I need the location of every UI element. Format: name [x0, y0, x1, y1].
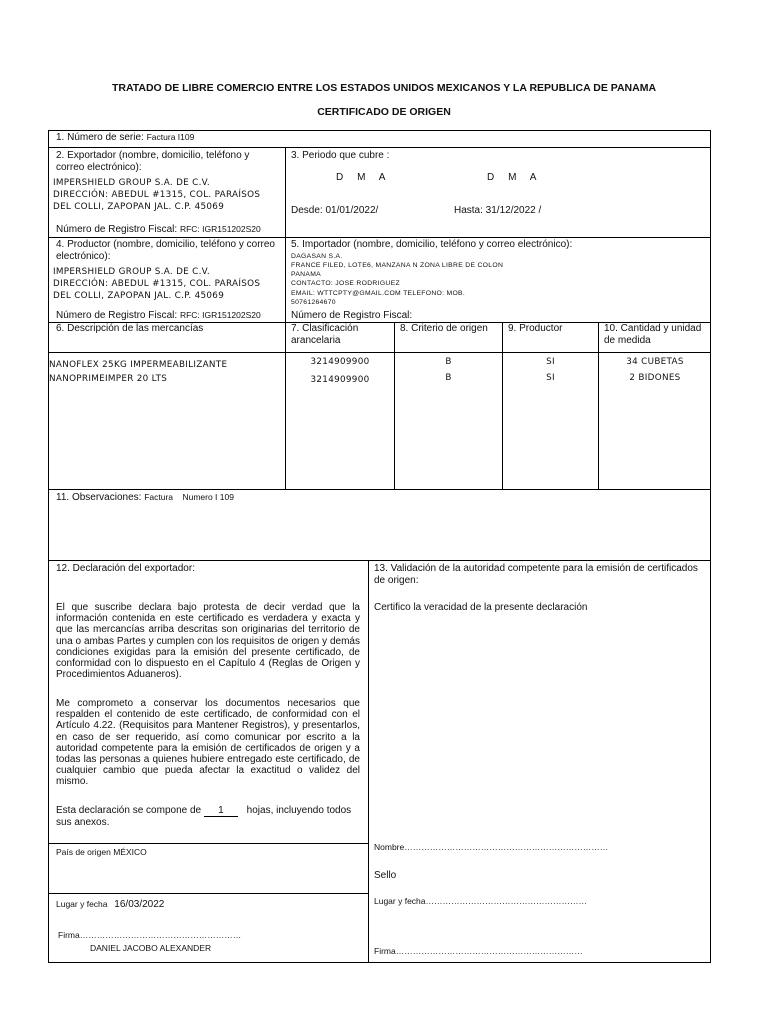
productor-rfc [56, 309, 261, 322]
periodo-dma-hasta: D M A [487, 172, 537, 183]
exportador-label: 2. Exportador (nombre, domicilio, teléfono y [56, 150, 250, 161]
exportador-rfc-value: RFC: IGR151202S20 [179, 224, 261, 234]
lugar-value: 16/03/2022 [114, 899, 165, 910]
importador-name: DAGASAN S.A. [291, 253, 343, 260]
col-cantidad-cont: de medida [604, 335, 651, 346]
divider [48, 237, 711, 238]
item-cantidad: 34 CUBETAS [626, 357, 684, 367]
validacion-certifico: Certifico la veracidad de la presente declaración [374, 602, 588, 613]
item-productor: SI [546, 357, 555, 367]
hojas-line2: sus anexos. [56, 817, 110, 828]
divider [48, 489, 711, 490]
item-productor: SI [546, 373, 555, 383]
productor-name: IMPERSHIELD GROUP S.A. DE C.V. [53, 267, 210, 277]
importador-label: 5. Importador (nombre, domicilio, teléfono y correo electrónico): [291, 239, 573, 250]
pais-value: MÉXICO [113, 847, 147, 857]
validacion-label: 13. Validación de la autoridad competente para la emisión de certificados [374, 563, 698, 574]
importador-email: EMAIL: WTTCPTY@GMAIL.COM TELEFONO: MOB. [291, 290, 466, 297]
exportador-label-cont: correo electrónico): [56, 162, 142, 173]
importador-country: PANAMA [291, 271, 321, 278]
document-title: TRATADO DE LIBRE COMERCIO ENTRE LOS ESTADOS UNIDOS MEXICANOS Y LA REPUBLICA DE PANAMA [111, 82, 657, 94]
hojas-pre: Esta declaración se compone de [56, 805, 202, 816]
divider [502, 322, 503, 489]
productor-rfc-value: RFC: IGR151202S20 [179, 310, 261, 320]
productor-label-cont: electrónico): [56, 251, 111, 262]
validacion-lugar: Lugar y fecha………………………………………………… [374, 896, 588, 906]
periodo-desde: Desde: 01/01/2022/ [291, 205, 379, 216]
divider [285, 147, 286, 489]
serie-field [56, 131, 194, 144]
declaracion-paragraph: Me comprometo a conservar los documentos necesarios que respalden el contenido de este certificado, de conformidad con el Artículo 4.22. (Requisitos para Mantener Registros), y presentarlos, en caso de ser requerido, así como comunicar por escrito a la autoridad competente para la emisión de certificados de origen y a todas las personas a quienes hubiere entregado este certificado, de cualquier cambio que pueda afectar la exactitud o validez del mismo. [56, 698, 360, 788]
pais-label: País de origen [56, 847, 111, 857]
col-clasificacion: 7. Clasificación [291, 323, 359, 334]
item-criterio: B [445, 357, 452, 367]
periodo-hasta: Hasta: 31/12/2022 / [454, 205, 542, 216]
divider [368, 560, 369, 963]
productor-address-cont: DEL COLLI, ZAPOPAN JAL. C.P. 45069 [53, 291, 225, 301]
exportador-address-cont: DEL COLLI, ZAPOPAN JAL. C.P. 45069 [53, 202, 225, 212]
periodo-label: 3. Periodo que cubre : [291, 150, 390, 161]
importador-rfc-label: Número de Registro Fiscal: [291, 310, 413, 321]
divider [48, 843, 368, 844]
serie-label: 1. Número de serie: [56, 132, 144, 143]
item-clasificacion: 3214909900 [310, 375, 370, 385]
lugar-fecha [56, 898, 164, 911]
declaracion-hojas [56, 805, 351, 817]
productor-label: 4. Productor (nombre, domicilio, teléfono y correo [56, 239, 275, 250]
importador-contact: CONTACTO: JOSE RODRIGUEZ [291, 280, 400, 287]
firmante-name: DANIEL JACOBO ALEXANDER [90, 943, 212, 953]
item-clasificacion: 3214909900 [310, 357, 370, 367]
observaciones-value: Factura Numero I 109 [144, 492, 234, 502]
col-cantidad: 10. Cantidad y unidad [604, 323, 702, 334]
validacion-nombre: Nombre……………………………………………………………… [374, 842, 609, 852]
divider [394, 322, 395, 489]
exportador-rfc [56, 223, 261, 236]
item-cantidad: 2 BIDONES [629, 373, 681, 383]
importador-phone: 50761264670 [291, 299, 336, 306]
certificate-frame [48, 130, 711, 963]
serie-value: Factura I109 [146, 132, 195, 142]
item-criterio: B [445, 373, 452, 383]
col-clasificacion-cont: arancelaria [291, 335, 341, 346]
exportador-name: IMPERSHIELD GROUP S.A. DE C.V. [53, 178, 210, 188]
divider [598, 322, 599, 489]
productor-rfc-label: Número de Registro Fiscal: [56, 310, 178, 321]
exportador-rfc-label: Número de Registro Fiscal: [56, 224, 178, 235]
periodo-dma-desde: D M A [336, 172, 386, 183]
validacion-sello: Sello [374, 870, 397, 881]
divider [48, 893, 368, 894]
hojas-count: 1 [204, 806, 238, 817]
declaracion-label: 12. Declaración del exportador: [56, 563, 195, 574]
col-descripcion: 6. Descripción de las mercancías [56, 323, 204, 334]
lugar-label: Lugar y fecha [56, 899, 108, 909]
firma-label: Firma………………………………………………… [58, 930, 242, 940]
divider [48, 147, 711, 148]
divider [48, 352, 711, 353]
observaciones-label: 11. Observaciones: [56, 492, 142, 503]
item-descripcion: NANOFLEX 25KG IMPERMEABILIZANTE [49, 360, 228, 370]
item-descripcion: NANOPRIMEIMPER 20 LTS [49, 374, 168, 384]
col-criterio: 8. Criterio de origen [400, 323, 488, 334]
hojas-post: hojas, incluyendo todos [246, 805, 352, 816]
declaracion-paragraph: El que suscribe declara bajo protesta de decir verdad que la información contenida en este certificado es verdadera y exacta y que las mercancías arriba descritas son originarias del territorio de una o ambas Partes y cumplen con los requisitos de origen y demás condiciones exigidas para la emisión del presente certificado, de conformidad con lo dispuesto en el Capítulo 4 (Reglas de Origen y Procedimientos Aduaneros). [56, 602, 360, 681]
exportador-address: DIRECCIÓN: ABEDUL #1315, COL. PARAÍSOS [53, 190, 261, 200]
divider [48, 560, 711, 561]
validacion-label-cont: de origen: [374, 575, 419, 586]
pais-origen [56, 846, 147, 858]
importador-address: FRANCE FILED, LOTE6, MANZANA N ZONA LIBRE DE COLON [291, 262, 504, 269]
validacion-firma: Firma………………………………………………………… [374, 946, 583, 956]
observaciones-field [56, 491, 234, 504]
document-subtitle: CERTIFICADO DE ORIGEN [317, 106, 451, 118]
col-productor: 9. Productor [508, 323, 563, 334]
productor-address: DIRECCIÓN: ABEDUL #1315, COL. PARAÍSOS [53, 279, 261, 289]
